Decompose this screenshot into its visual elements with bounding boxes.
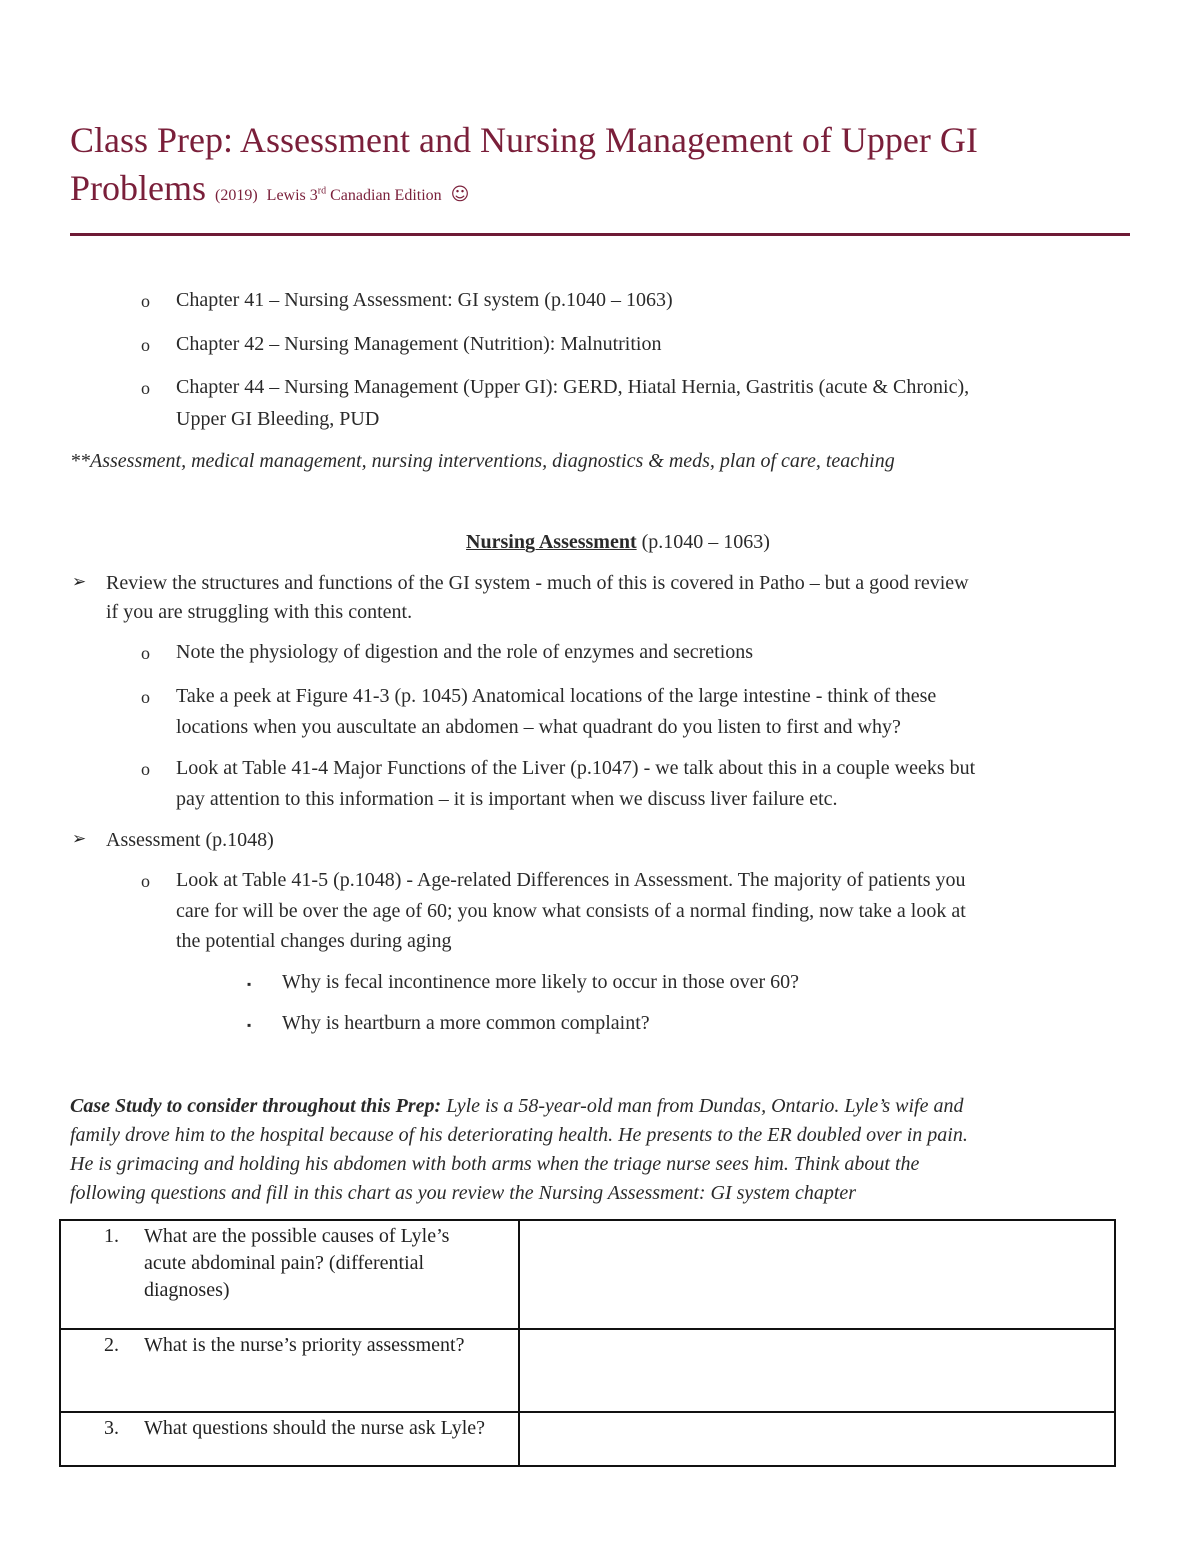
title-line-2 bbox=[70, 164, 1130, 220]
sub-table-41-4-cont: pay attention to this information – it is important when we discuss liver failure etc. bbox=[176, 788, 838, 810]
case-study-text-1: Lyle is a 58-year-old man from Dundas, Ontario. Lyle’s wife and bbox=[446, 1095, 964, 1117]
question-cell bbox=[60, 1329, 519, 1412]
circle-bullet-icon: o bbox=[141, 378, 150, 398]
sub-table-41-5-cont: care for will be over the age of 60; you know what consists of a normal finding, now take a look at bbox=[176, 900, 966, 922]
case-study-line-1 bbox=[70, 1091, 963, 1121]
edition-suffix: Canadian Edition bbox=[330, 187, 442, 204]
bullet-assessment: Assessment (p.1048) bbox=[106, 829, 274, 851]
sub-figure-41-3-cont: locations when you auscultate an abdomen – what quadrant do you listen to first and why? bbox=[176, 716, 901, 738]
case-study-table bbox=[59, 1219, 1116, 1467]
case-study-line-4: following questions and fill in this chart as you review the Nursing Assessment: GI system chapter bbox=[70, 1182, 857, 1204]
question-cell bbox=[60, 1412, 519, 1466]
chapter-41: Chapter 41 – Nursing Assessment: GI system (p.1040 – 1063) bbox=[176, 289, 673, 311]
sub-figure-41-3: Take a peek at Figure 41-3 (p. 1045) Anatomical locations of the large intestine - think of these bbox=[176, 685, 937, 707]
question-text: What is the nurse’s priority assessment? bbox=[144, 1334, 465, 1356]
bullet-review-structures-cont: if you are struggling with this content. bbox=[106, 601, 413, 623]
question-cell bbox=[60, 1220, 519, 1329]
title-divider bbox=[70, 233, 1130, 236]
case-study-line-3: He is grimacing and holding his abdomen with both arms when the triage nurse sees him. Think about the bbox=[70, 1153, 920, 1175]
edition-superscript: rd bbox=[317, 185, 327, 197]
chapter-44: Chapter 44 – Nursing Management (Upper GI): GERD, Hiatal Hernia, Gastritis (acute & Chronic), bbox=[176, 376, 970, 398]
page-title bbox=[70, 116, 1130, 220]
title-edition bbox=[267, 187, 442, 204]
bullet-review-structures: Review the structures and functions of the GI system - much of this is covered in Patho – but a good review bbox=[106, 572, 969, 594]
focus-note: **Assessment, medical management, nursing interventions, diagnostics & meds, plan of care, teaching bbox=[70, 450, 895, 472]
case-study-lead: Case Study to consider throughout this Prep: bbox=[70, 1095, 442, 1117]
question-heartburn: Why is heartburn a more common complaint? bbox=[282, 1012, 650, 1034]
question-fecal-incontinence: Why is fecal incontinence more likely to occur in those over 60? bbox=[282, 971, 800, 993]
answer-cell[interactable] bbox=[519, 1329, 1115, 1412]
question-text: What are the possible causes of Lyle’s acute abdominal pain? (differential diagnoses) bbox=[144, 1225, 450, 1301]
title-main-word: Problems bbox=[70, 168, 207, 208]
chapter-44-continued: Upper GI Bleeding, PUD bbox=[176, 408, 380, 430]
sub-table-41-4: Look at Table 41-4 Major Functions of the Liver (p.1047) - we talk about this in a couple weeks but bbox=[176, 757, 976, 779]
square-bullet-icon: ▪ bbox=[247, 1018, 252, 1032]
sub-table-41-5: Look at Table 41-5 (p.1048) - Age-related Differences in Assessment. The majority of patients you bbox=[176, 869, 966, 891]
title-year: (2019) bbox=[215, 187, 258, 204]
arrow-bullet-icon: ➢ bbox=[72, 829, 87, 849]
title-line-1: Class Prep: Assessment and Nursing Management of Upper GI bbox=[70, 120, 978, 160]
circle-bullet-icon: o bbox=[141, 335, 150, 355]
question-number: 1. bbox=[104, 1225, 119, 1247]
section-heading-pages: (p.1040 – 1063) bbox=[641, 531, 770, 553]
table-row bbox=[60, 1220, 1115, 1329]
edition-prefix: Lewis 3 bbox=[266, 187, 318, 204]
circle-bullet-icon: o bbox=[141, 291, 150, 311]
chapter-42: Chapter 42 – Nursing Management (Nutrition): Malnutrition bbox=[176, 333, 662, 355]
case-study-line-2: family drove him to the hospital because of his deteriorating health. He presents to the ER doubled over in pain. bbox=[70, 1124, 968, 1146]
section-heading-title: Nursing Assessment bbox=[466, 531, 637, 553]
circle-bullet-icon: o bbox=[141, 759, 150, 779]
circle-bullet-icon: o bbox=[141, 687, 150, 707]
sub-table-41-5-cont2: the potential changes during aging bbox=[176, 930, 452, 952]
smiley-icon: ☺ bbox=[450, 184, 470, 205]
table-row bbox=[60, 1329, 1115, 1412]
section-heading bbox=[0, 527, 1200, 557]
arrow-bullet-icon: ➢ bbox=[72, 572, 87, 592]
question-number: 2. bbox=[104, 1334, 119, 1356]
sub-physiology: Note the physiology of digestion and the role of enzymes and secretions bbox=[176, 641, 754, 663]
circle-bullet-icon: o bbox=[141, 643, 150, 663]
table-row bbox=[60, 1412, 1115, 1466]
circle-bullet-icon: o bbox=[141, 871, 150, 891]
question-number: 3. bbox=[104, 1417, 119, 1439]
answer-cell[interactable] bbox=[519, 1412, 1115, 1466]
answer-cell[interactable] bbox=[519, 1220, 1115, 1329]
question-text: What questions should the nurse ask Lyle? bbox=[144, 1417, 486, 1439]
square-bullet-icon: ▪ bbox=[247, 977, 252, 991]
